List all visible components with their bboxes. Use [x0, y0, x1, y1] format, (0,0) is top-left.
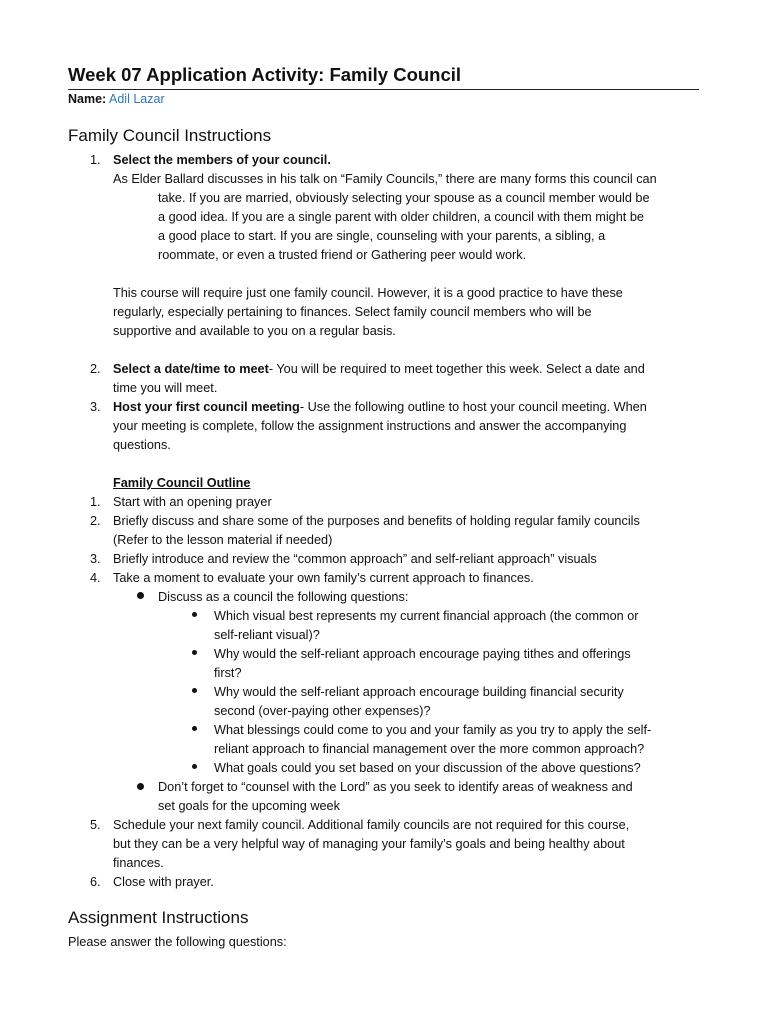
bullet-icon — [137, 783, 144, 790]
paragraph-line: supportive and available to you on a regular basis. — [113, 324, 396, 338]
paragraph-line: a good place to start. If you are single, counseling with your parents, a sibling, a — [158, 229, 606, 243]
instruction-line — [113, 398, 647, 417]
paragraph-line: This course will require just one family council. However, it is a good practice to have these — [113, 286, 623, 300]
name-value: Adil Lazar — [109, 92, 165, 106]
instruction-line: your meeting is complete, follow the assignment instructions and answer the accompanying — [113, 419, 627, 433]
outline-item: (Refer to the lesson material if needed) — [113, 533, 333, 547]
instruction-text: - Use the following outline to host your council meeting. When — [299, 400, 647, 414]
sub-bullet-icon — [192, 612, 197, 617]
instruction-number: 1. — [90, 153, 101, 167]
outline-number: 6. — [90, 875, 101, 889]
question-line: Why would the self-reliant approach encourage paying tithes and offerings — [214, 647, 631, 661]
question-line: first? — [214, 666, 242, 680]
outline-item: finances. — [113, 856, 164, 870]
outline-number: 3. — [90, 552, 101, 566]
bullet-text: set goals for the upcoming week — [158, 799, 340, 813]
paragraph-line: roommate, or even a trusted friend or Gathering peer would work. — [158, 248, 527, 262]
paragraph-line: regularly, especially pertaining to finances. Select family council members who will be — [113, 305, 592, 319]
bullet-text: Discuss as a council the following questions: — [158, 590, 409, 604]
outline-number: 4. — [90, 571, 101, 585]
outline-item: Close with prayer. — [113, 875, 214, 889]
outline-number: 2. — [90, 514, 101, 528]
instruction-number: 3. — [90, 400, 101, 414]
instruction-number: 2. — [90, 362, 101, 376]
outline-item: Take a moment to evaluate your own family’s current approach to finances. — [113, 571, 534, 585]
sub-bullet-icon — [192, 726, 197, 731]
sub-bullet-icon — [192, 650, 197, 655]
outline-heading: Family Council Outline — [113, 476, 251, 490]
paragraph-line: take. If you are married, obviously selecting your spouse as a council member would be — [158, 191, 650, 205]
paragraph-line: a good idea. If you are a single parent with older children, a council with them might be — [158, 210, 644, 224]
instructions-heading: Family Council Instructions — [68, 126, 272, 145]
instruction-text: - You will be required to meet together this week. Select a date and — [268, 362, 645, 376]
instruction-line — [113, 360, 645, 379]
question-line: Why would the self-reliant approach encourage building financial security — [214, 685, 624, 699]
outline-item: Briefly introduce and review the “common approach” and self-reliant approach” visuals — [113, 552, 597, 566]
outline-number: 1. — [90, 495, 101, 509]
sub-bullet-icon — [192, 688, 197, 693]
assignment-heading: Assignment Instructions — [68, 908, 249, 927]
outline-item: Schedule your next family council. Additional family councils are not required for this course, — [113, 818, 630, 832]
bullet-icon — [137, 592, 144, 599]
instruction-bold: Select a date/time to meet — [113, 362, 269, 376]
outline-item: Briefly discuss and share some of the purposes and benefits of holding regular family councils — [113, 514, 640, 528]
question-line: What blessings could come to you and your family as you try to apply the self- — [214, 723, 652, 737]
sub-bullet-icon — [192, 764, 197, 769]
assignment-intro: Please answer the following questions: — [68, 935, 287, 949]
outline-number: 5. — [90, 818, 101, 832]
question-line: Which visual best represents my current financial approach (the common or — [214, 609, 639, 623]
question-line: reliant approach to financial management over the more common approach? — [214, 742, 645, 756]
question-line: What goals could you set based on your discussion of the above questions? — [214, 761, 641, 775]
bullet-text: Don’t forget to “counsel with the Lord” as you seek to identify areas of weakness and — [158, 780, 633, 794]
instruction-line: questions. — [113, 438, 171, 452]
instruction-bold: Host your first council meeting — [113, 400, 300, 414]
title-underline — [68, 89, 699, 90]
name-row — [68, 92, 165, 106]
outline-item: Start with an opening prayer — [113, 495, 272, 509]
document-title: Week 07 Application Activity: Family Council — [68, 64, 462, 85]
instruction-title: Select the members of your council. — [113, 153, 331, 167]
instruction-line: time you will meet. — [113, 381, 218, 395]
paragraph-line: As Elder Ballard discusses in his talk on “Family Councils,” there are many forms this council can — [113, 172, 657, 186]
name-label: Name: — [68, 92, 107, 106]
question-line: second (over-paying other expenses)? — [214, 704, 431, 718]
question-line: self-reliant visual)? — [214, 628, 320, 642]
outline-item: but they can be a very helpful way of managing your family’s goals and being healthy about — [113, 837, 625, 851]
